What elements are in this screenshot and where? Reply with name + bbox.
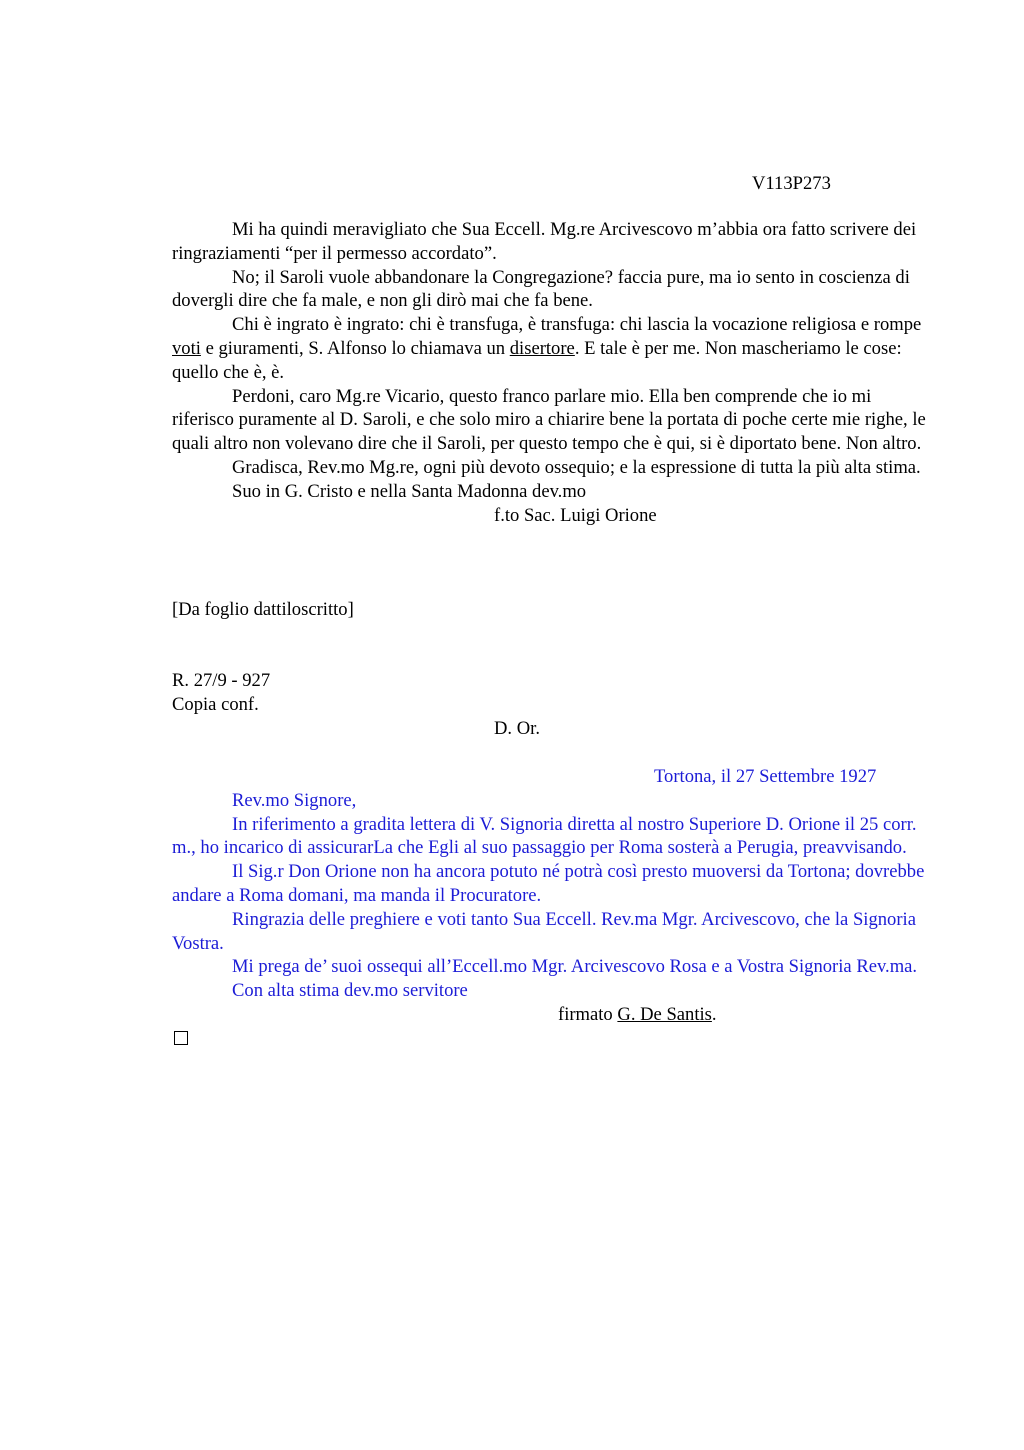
annotation-initials: D. Or. [494,717,540,739]
letter2-salutation: Rev.mo Signore, [232,789,357,811]
letter1-p3-part-b: e giuramenti, S. Alfonso lo chiamava un [200,337,510,359]
letter1-paragraph-4: Perdoni, caro Mg.re Vicario, questo franco parlare mio. Ella ben comprende che io mi riferisco puramente al D. Saroli, e che solo miro a chiarire bene la portata di poche certe mie righe, le quali altro non volevano dire che il Saroli, per questo tempo che è qui, si è diportato bene. Non altro. [172,385,926,455]
letter2-date: Tortona, il 27 Settembre 1927 [654,766,877,787]
letter1-signature: f.to Sac. Luigi Orione [494,504,657,526]
letter2-paragraph-2: Il Sig.r Don Orione non ha ancora potuto né potrà così presto muoversi da Tortona; dovrebbe andare a Roma domani, ma manda il Procuratore. [172,861,925,906]
signature-suffix: . [711,1003,717,1025]
annotations [172,669,932,740]
letter1-paragraph-1: Mi ha quindi meravigliato che Sua Eccell. Mg.re Arcivescovo m’abbia ora fatto scrivere dei ringraziamenti “per il permesso accordato”. [172,219,917,264]
letter1-p3-part-c: . E tale è per me. Non mascheriamo le cose: quello che è, è. [172,337,902,383]
letter2-signature [172,1003,932,1027]
letter2-paragraph-1: In riferimento a gradita lettera di V. Signoria diretta al nostro Superiore D. Orione il 25 corr. m., ho incarico di assicurarLa che Egli al suo passaggio per Roma sosterà a Perugia, preavvisando. [172,813,917,859]
annotation-received: R. 27/9 - 927 [172,670,271,691]
letter2-paragraph-3: Ringrazia delle preghiere e voti tanto Sua Eccell. Rev.ma Mgr. Arcivescovo, che la Signoria Vostra. [172,908,916,954]
letter2-closing: Con alta stima dev.mo servitore [232,980,468,1002]
page-reference: V113P273 [752,173,831,194]
letter1-paragraph-3 [172,313,932,384]
empty-square-icon [174,1031,188,1045]
letter2-paragraph-4: Mi prega de’ suoi ossequi all’Eccell.mo Mgr. Arcivescovo Rosa e a Vostra Signoria Rev.ma. [232,956,918,978]
end-marker [172,1027,932,1051]
letter-de-santis [172,765,932,1051]
signature-prefix: firmato [558,1003,618,1025]
underlined-disertore: disertore [509,337,575,359]
letter1-p3-part-a: Chi è ingrato è ingrato: chi è transfuga, è transfuga: chi lascia la vocazione religiosa e rompe [232,314,922,336]
letter-orione [172,218,932,527]
letter1-paragraph-2: No; il Saroli vuole abbandonare la Congregazione? faccia pure, ma io sento in coscienza di dovergli dire che fa male, e non gli dirò mai che fa bene. [172,266,910,312]
letter1-paragraph-6: Suo in G. Cristo e nella Santa Madonna dev.mo [232,480,587,502]
annotation-copy: Copia conf. [172,693,259,715]
underlined-voti: voti [172,337,201,359]
signature-name: G. De Santis [617,1003,712,1025]
source-note: [Da foglio dattiloscritto] [172,599,354,620]
letter1-paragraph-5: Gradisca, Rev.mo Mg.re, ogni più devoto ossequio; e la espressione di tutta la più alta stima. [232,456,921,478]
